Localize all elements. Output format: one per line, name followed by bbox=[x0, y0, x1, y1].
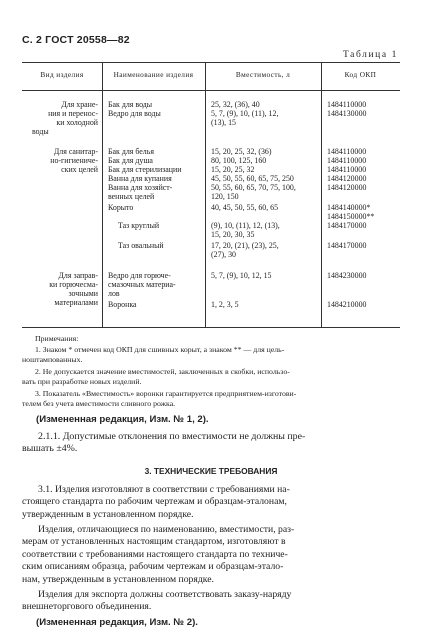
paragraph-variants: Изделия, отличающиеся по наименованию, вместимости, раз- мерам от установленных настоящим стандартом, изготовляют в соответствии с требованиями настоящего стандарта по техниче- ским описаниям образца, рабочим чертежам и образцам-этало- нам, утвержденным в установленном порядке. bbox=[22, 524, 295, 585]
column-divider bbox=[321, 62, 322, 327]
paragraph-3-1: 3.1. Изделия изготовляют в соответствии с требованиями на- стоящего стандарта по рабочим чертежам и образцам-эталонам, утвержденным в установленном порядке. bbox=[22, 484, 290, 520]
category-cell: Для санитар- но-гигиениче- ских целей bbox=[50, 147, 98, 174]
table-top-rule bbox=[22, 62, 400, 63]
notes-title: Примечания: bbox=[35, 334, 79, 343]
paragraph-export: Изделия для экспорта должны соответствовать заказу-наряду внешнеторгового объединения. bbox=[22, 589, 292, 613]
column-header: Код ОКП bbox=[344, 70, 377, 79]
table-caption: Таблица 1 bbox=[342, 50, 398, 60]
document-page: С. 2 ГОСТ 20558—82 Таблица 1 Вид изделия Наименование изделия Вместимость, л Код ОКП Для хране- ния и перенос- ки холодной воды Для санитар- но-гигиениче- ских целей Для заправ- ки горючесма- зочными материалами Бак для воды 25, 32, (36), 40 1484110000 Ведро для воды 5, 7, (9), 10, (11), 12, (13), 15 1484130000 Бак для белья 15, 20, 25, 32, (36) 1484110000 Бак для душа 80, 100, 125, 160 1484110000 Бак для стерилизации 15, 20, 25, 32 1484110000 Ванна для купания 45, 50, 55, 60, 65, 75, 250 1484120000 Ванна для хозяйст- венных целей 50, 55, 60, 65, 70, 75, 100, 120, 150 1484120000 Корыто 40, 45, 50, 55, 60, 65 1484140000* 1484150000** Таз круглый (9), 10, (11), 12, (13), 15, 20, 30, 35 1484170000 Таз овальный 17, 20, (21), (23), 25, (27), 30 1484170000 Ведро для горюче- смазочных материа- лов 5, 7, (9), 10, 12, 15 1484230000 Воронка 1, 2, 3, 5 1484210000 Примечания: 1. Знаком * отмечен код ОКП для сшивных корыт, а знаком ** — для цель- ноштампованных. 2. Не допускается значение вместимостей, заключенных в скобки, использо- вать при разработке новых изделий. 3. Показатель «Вместимость» воронки гарантируется предприятием-изготови- телем без учета вместимости сливного рожка. (Измененная редакция, Изм. № 1, 2). 2.1.1. Допустимые отклонения по вместимости не должны пре- вышать ±4%. 3. ТЕХНИЧЕСКИЕ ТРЕБОВАНИЯ 3.1. Изделия изготовляют в соответствии с требованиями на- стоящего стандарта по рабочим чертежам и образцам-эталонам, утвержденным в установленном порядке. Изделия, отличающиеся по наименованию, вместимости, раз- мерам от установленных настоящим стандартом, изготовляют в соответствии с требованиями настоящего стандарта по техниче- ским описаниям образца, рабочим чертежам и образцам-этало- нам, утвержденным в установленном порядке. Изделия для экспорта должны соответствовать заказу-наряду внешнеторгового объединения. (Измененная редакция, Изм. № 2). bbox=[0, 0, 422, 639]
column-divider bbox=[102, 62, 103, 327]
category-cell: Для хране- ния и перенос- ки холодной воды bbox=[32, 100, 98, 136]
table-header-rule bbox=[22, 90, 400, 91]
column-header: Вид изделия bbox=[40, 70, 84, 79]
column-header: Вместимость, л bbox=[235, 70, 291, 79]
note-2: 2. Не допускается значение вместимостей, заключенных в скобки, использо- вать при разработке новых изделий. bbox=[22, 367, 290, 387]
category-cell: Для заправ- ки горючесма- зочными материалами bbox=[49, 271, 98, 307]
section-title: 3. ТЕХНИЧЕСКИЕ ТРЕБОВАНИЯ bbox=[144, 466, 278, 476]
page-header: С. 2 ГОСТ 20558—82 bbox=[22, 34, 130, 46]
revision-note-2: (Измененная редакция, Изм. № 2). bbox=[36, 617, 198, 628]
note-3: 3. Показатель «Вместимость» воронки гарантируется предприятием-изготови- телем без учета вместимости сливного рожка. bbox=[22, 389, 297, 409]
revision-note: (Измененная редакция, Изм. № 1, 2). bbox=[36, 414, 209, 425]
table-bottom-rule bbox=[22, 327, 400, 328]
paragraph-2-1-1: 2.1.1. Допустимые отклонения по вместимости не должны пре- вышать ±4%. bbox=[22, 431, 306, 455]
column-divider bbox=[205, 62, 206, 327]
column-header: Наименование изделия bbox=[113, 70, 194, 79]
note-1: 1. Знаком * отмечен код ОКП для сшивных корыт, а знаком ** — для цель- ноштампованных. bbox=[22, 345, 285, 365]
